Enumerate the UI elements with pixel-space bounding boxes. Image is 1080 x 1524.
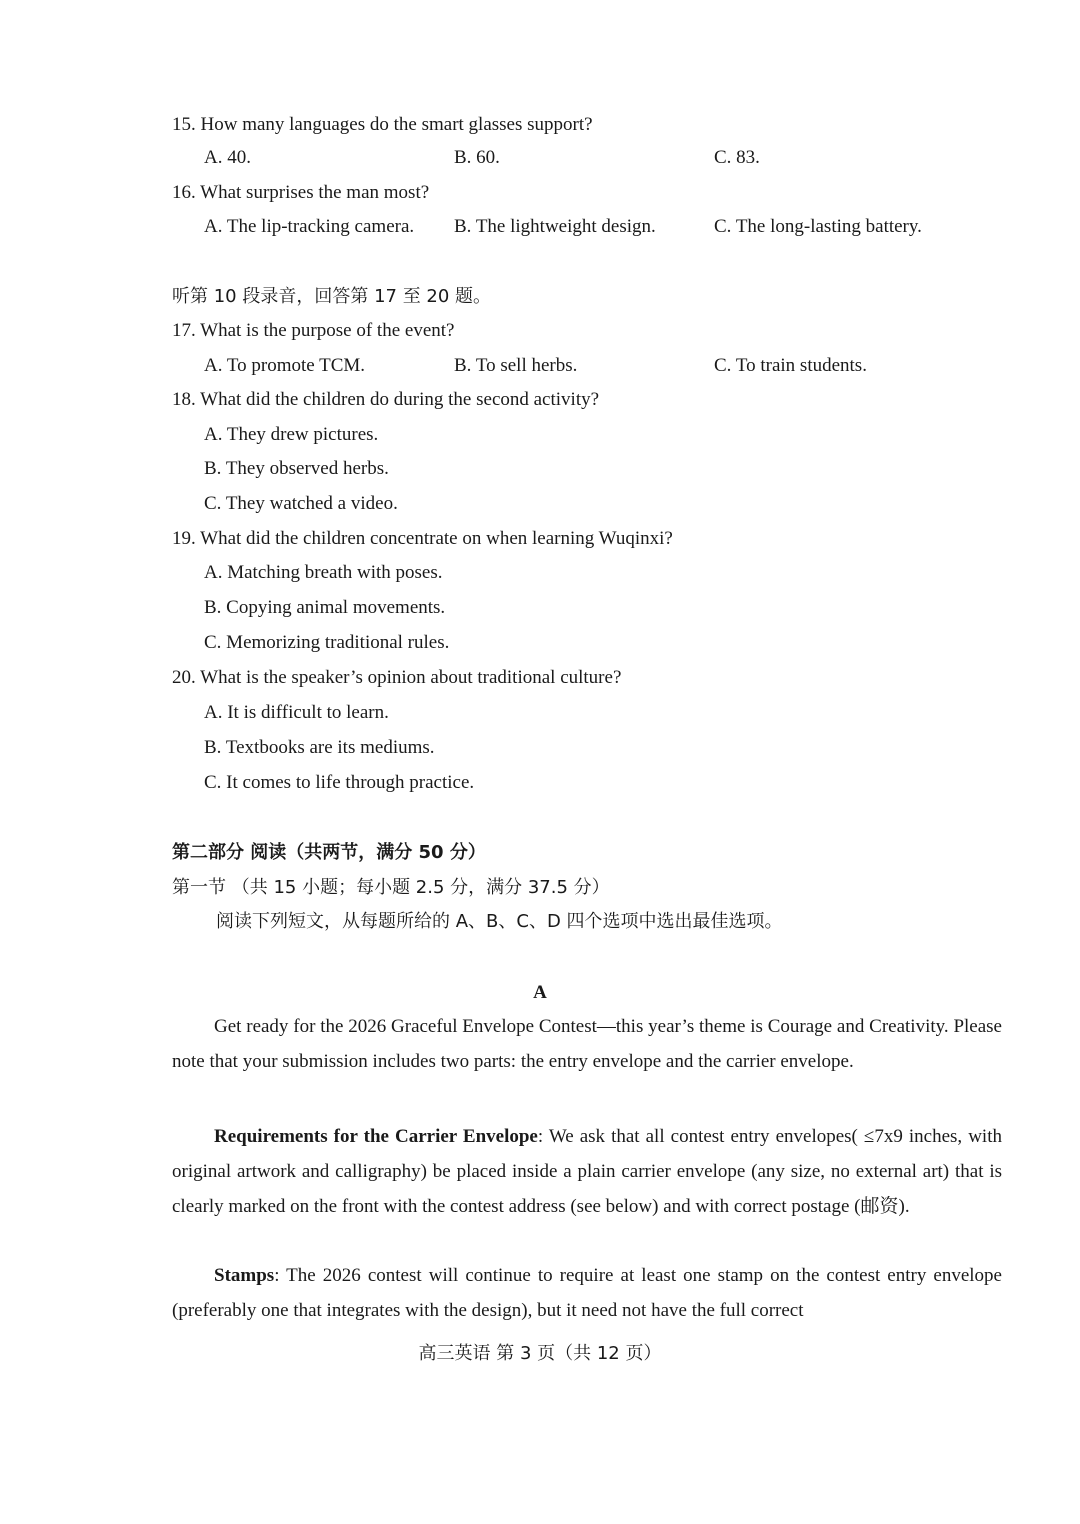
section1-heading: 第一节 （共 15 小题；每小题 2.5 分，满分 37.5 分）: [172, 877, 610, 898]
question-18-stem: 18. What did the children do during the second activity?: [172, 389, 600, 410]
question-19-option-a: A. Matching breath with poses.: [204, 562, 443, 583]
passage-paragraph-1-text: Get ready for the 2026 Graceful Envelope Contest—this year’s theme is Courage and Creativity. Please note that your submission includes two parts: the entry envelope and the carrier envelope.: [172, 1016, 1002, 1072]
question-18-option-c: C. They watched a video.: [204, 493, 398, 514]
part2-heading: 第二部分 阅读（共两节，满分 50 分）: [172, 842, 486, 863]
question-15-option-b: B. 60.: [454, 147, 500, 168]
listening-instruction: 听第 10 段录音，回答第 17 至 20 题。: [172, 286, 492, 307]
question-16-stem: 16. What surprises the man most?: [172, 182, 430, 203]
question-19-option-b: B. Copying animal movements.: [204, 597, 446, 618]
passage-paragraph-1: [172, 1009, 1002, 1079]
page-footer: 高三英语 第 3 页（共 12 页）: [418, 1343, 662, 1364]
question-20-option-c: C. It comes to life through practice.: [204, 772, 475, 793]
question-17-option-a: A. To promote TCM.: [204, 355, 366, 376]
passage-paragraph-3-title: Stamps: [214, 1265, 275, 1286]
question-17-stem: 17. What is the purpose of the event?: [172, 320, 455, 341]
passage-paragraph-2-title: Requirements for the Carrier Envelope: [214, 1126, 538, 1147]
question-16-option-a: A. The lip-tracking camera.: [204, 216, 415, 237]
passage-paragraph-3-text: : The 2026 contest will continue to require at least one stamp on the contest entry envelope (preferably one that integrates with the design), but it need not have the full correct: [172, 1265, 1002, 1321]
passage-paragraph-3: [172, 1258, 1002, 1328]
question-19-option-c: C. Memorizing traditional rules.: [204, 632, 450, 653]
question-16-option-b: B. The lightweight design.: [454, 216, 656, 237]
question-15-option-a: A. 40.: [204, 147, 251, 168]
question-19-stem: 19. What did the children concentrate on when learning Wuqinxi?: [172, 528, 673, 549]
question-15-stem: 15. How many languages do the smart glasses support?: [172, 114, 593, 135]
question-16-option-c: C. The long-lasting battery.: [714, 216, 922, 237]
passage-label: A: [533, 982, 547, 1003]
question-15-option-c: C. 83.: [714, 147, 760, 168]
question-20-option-b: B. Textbooks are its mediums.: [204, 737, 435, 758]
question-17-option-b: B. To sell herbs.: [454, 355, 578, 376]
question-20-option-a: A. It is difficult to learn.: [204, 702, 389, 723]
question-20-stem: 20. What is the speaker’s opinion about traditional culture?: [172, 667, 622, 688]
question-17-option-c: C. To train students.: [714, 355, 867, 376]
question-18-option-a: A. They drew pictures.: [204, 424, 379, 445]
passage-paragraph-2-text: : We ask that all contest entry envelopes( ≤7x9 inches, with original artwork and calligraphy) be placed inside a plain carrier envelope (any size, no external art) that is clearly marked on the front with the contest address (see below) and with correct postage (邮资).: [172, 1126, 1002, 1217]
question-18-option-b: B. They observed herbs.: [204, 458, 389, 479]
section1-instruction: 阅读下列短文，从每题所给的 A、B、C、D 四个选项中选出最佳选项。: [216, 911, 783, 932]
passage-paragraph-2: [172, 1119, 1002, 1224]
